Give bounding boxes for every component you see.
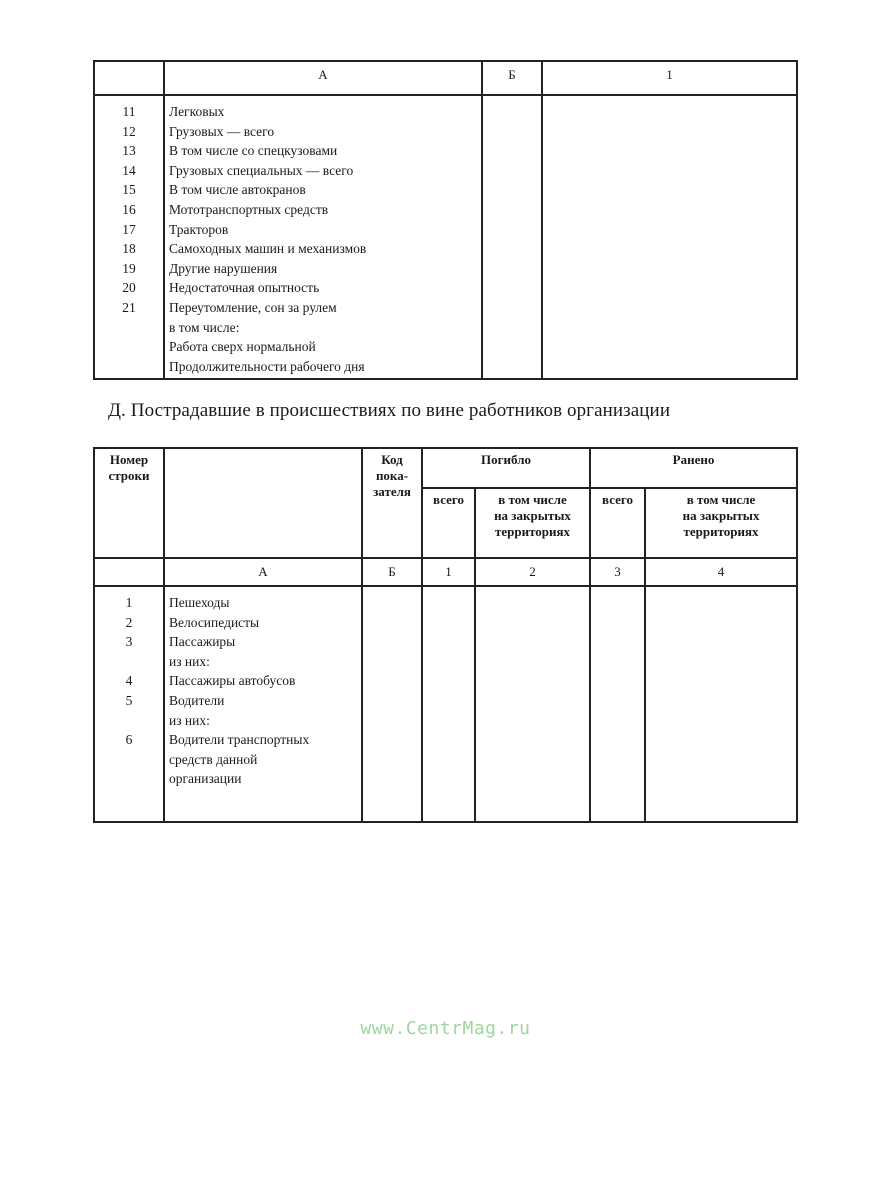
value-cell-b[interactable] bbox=[482, 95, 542, 379]
row-number: 2 bbox=[125, 614, 133, 630]
value-cell-4[interactable] bbox=[645, 586, 797, 822]
row-number: 21 bbox=[122, 299, 136, 315]
index-cell-2: 2 bbox=[475, 558, 590, 586]
table-body-row bbox=[94, 95, 797, 379]
header-injured-closed: в том числе на закрытых территориях bbox=[645, 488, 797, 558]
value-cell-2[interactable] bbox=[475, 586, 590, 822]
row-number: 12 bbox=[122, 123, 136, 139]
row-label: Грузовых специальных — всего bbox=[169, 162, 354, 178]
header-cell-empty bbox=[94, 61, 164, 95]
row-label: средств данной bbox=[169, 751, 258, 767]
row-number: 3 bbox=[125, 634, 133, 650]
row-number: 1 bbox=[125, 595, 133, 610]
value-cell-1[interactable] bbox=[542, 95, 797, 379]
index-row bbox=[94, 558, 797, 586]
index-cell-a: А bbox=[164, 558, 362, 586]
value-cell-1[interactable] bbox=[422, 586, 475, 822]
row-number: 13 bbox=[122, 143, 136, 159]
row-label-column bbox=[164, 95, 482, 379]
row-label: Пассажиры автобусов bbox=[169, 673, 296, 689]
row-label: из них: bbox=[169, 653, 210, 669]
row-label: организации bbox=[169, 771, 242, 787]
row-label: Грузовых — всего bbox=[169, 123, 275, 139]
index-cell-4: 4 bbox=[645, 558, 797, 586]
row-number: 11 bbox=[122, 104, 136, 119]
row-number: 20 bbox=[122, 280, 136, 296]
index-cell-3: 3 bbox=[590, 558, 645, 586]
table-header-row bbox=[94, 448, 797, 488]
index-cell-b: Б bbox=[362, 558, 422, 586]
row-label: в том числе: bbox=[169, 319, 240, 335]
header-empty bbox=[164, 448, 362, 558]
row-number: 16 bbox=[122, 201, 136, 217]
row-label: Водители bbox=[169, 692, 225, 708]
row-number bbox=[95, 652, 163, 672]
header-injured-total: всего bbox=[590, 488, 645, 558]
header-killed-total: всего bbox=[422, 488, 475, 558]
header-row-number: Номер строки bbox=[94, 448, 164, 558]
row-number: 5 bbox=[125, 692, 133, 708]
row-number-column bbox=[94, 95, 164, 379]
table-body-row bbox=[94, 586, 797, 822]
row-label: Пешеходы bbox=[169, 595, 230, 610]
row-number: 17 bbox=[122, 221, 136, 237]
row-label: Работа сверх нормальной bbox=[169, 339, 316, 355]
value-cell-3[interactable] bbox=[590, 586, 645, 822]
header-cell-b: Б bbox=[482, 61, 542, 95]
header-cell-a: А bbox=[164, 61, 482, 95]
watermark: www.CentrMag.ru bbox=[360, 1018, 531, 1039]
index-cell-empty bbox=[94, 558, 164, 586]
row-label: из них: bbox=[169, 712, 210, 728]
row-label: Недостаточная опытность bbox=[169, 280, 320, 296]
row-label: В том числе автокранов bbox=[169, 182, 306, 198]
row-number bbox=[95, 711, 163, 731]
row-number: 18 bbox=[122, 241, 136, 257]
row-number: 15 bbox=[122, 182, 136, 198]
row-number: 19 bbox=[122, 260, 136, 276]
row-number: 14 bbox=[122, 162, 136, 178]
header-killed-closed: в том числе на закрытых территориях bbox=[475, 488, 590, 558]
row-label: В том числе со спецкузовами bbox=[169, 143, 338, 159]
header-code: Код пока- зателя bbox=[362, 448, 422, 558]
row-label: Велосипедисты bbox=[169, 614, 260, 630]
table-header-row bbox=[94, 61, 797, 95]
row-label-column bbox=[164, 586, 362, 822]
row-label: Пассажиры bbox=[169, 634, 236, 650]
row-label: Самоходных машин и механизмов bbox=[169, 241, 367, 257]
row-label: Легковых bbox=[169, 104, 225, 119]
table-continuation bbox=[93, 60, 798, 380]
header-cell-1: 1 bbox=[542, 61, 797, 95]
header-injured: Ранено bbox=[590, 448, 797, 488]
row-label: Тракторов bbox=[169, 221, 229, 237]
value-cell-b[interactable] bbox=[362, 586, 422, 822]
victims-table bbox=[93, 447, 798, 823]
section-title: Д. Пострадавшие в происшествиях по вине работников организации bbox=[108, 400, 671, 421]
header-killed: Погибло bbox=[422, 448, 590, 488]
row-label: Продолжительности рабочего дня bbox=[169, 358, 365, 374]
row-number: 6 bbox=[125, 732, 133, 748]
row-number-column bbox=[94, 586, 164, 822]
row-number: 4 bbox=[125, 673, 133, 689]
row-label: Мототранспортных средств bbox=[169, 201, 329, 217]
row-label: Другие нарушения bbox=[169, 260, 278, 276]
row-label: Водители транспортных bbox=[169, 732, 310, 748]
index-cell-1: 1 bbox=[422, 558, 475, 586]
row-label: Переутомление, сон за рулем bbox=[169, 299, 337, 315]
